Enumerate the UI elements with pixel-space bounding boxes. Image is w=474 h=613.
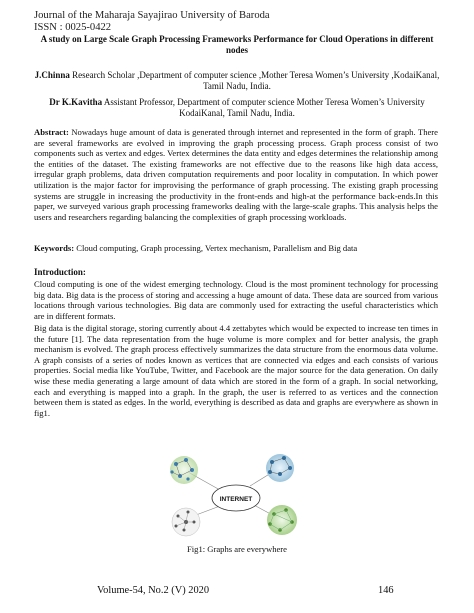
author-1 bbox=[34, 70, 440, 92]
keywords-label: Keywords: bbox=[34, 243, 75, 253]
internet-label: INTERNET bbox=[219, 496, 253, 503]
journal-name: Journal of the Maharaja Sayajirao University of Baroda bbox=[34, 10, 270, 21]
author-2-affiliation: Assistant Professor, Department of computer science Mother Teresa Women’s University KodaiKanal, Tamil Nadu, India. bbox=[102, 97, 425, 118]
keywords bbox=[34, 243, 438, 254]
introduction-heading: Introduction: bbox=[34, 267, 86, 277]
author-2 bbox=[34, 97, 440, 119]
page-number: 146 bbox=[378, 585, 394, 596]
issn: ISSN : 0025-0422 bbox=[34, 22, 112, 33]
intro-paragraph-1: Cloud computing is one of the widest emerging technology. Cloud is the most prominent technology for processing big data. Big data is the process of storing and accessing a huge amount of data. These data are sourced from various locations through various technologies. Big data are commonly used for extracting the useful characteristics which are in different formats. bbox=[34, 279, 438, 321]
figure-graphs-everywhere bbox=[158, 452, 318, 540]
author-1-name: J.Chinna bbox=[34, 70, 70, 80]
abstract-label: Abstract: bbox=[34, 127, 69, 137]
network-cluster-top-left bbox=[170, 456, 198, 484]
intro-paragraph-2: Big data is the digital storage, storing currently about 4.4 zettabytes which would be expected to increase ten times in the future [1]. The data representation from the huge volume is more complex and for better analysis, the graph mechanism is evolved. The graph process effectively summarizes the data structure from the enormous data volume. A graph consists of a series of nodes known as vertices that are connected via edges and each consists of various properties. Social media like YouTube, Twitter, and Facebook are the major source for the data generation. On daily wise these media generating a large amount of data which are stored in the form of a graph. In social networking, each and everything is mapped into a graph. In the graph, the user is referred to as vertices and the connection between them is stated as edges. In the world, everything is described as data and graphs are everywhere as shown in fig1. bbox=[34, 323, 438, 418]
abstract bbox=[34, 127, 438, 222]
keywords-text: Cloud computing, Graph processing, Vertex mechanism, Parallelism and Big data bbox=[74, 243, 358, 253]
author-2-name: Dr K.Kavitha bbox=[49, 97, 103, 107]
network-cluster-bottom-right bbox=[267, 505, 297, 535]
figure-caption: Fig1: Graphs are everywhere bbox=[187, 544, 287, 554]
volume-info: Volume-54, No.2 (V) 2020 bbox=[97, 585, 210, 596]
network-cluster-bottom-left bbox=[172, 508, 200, 536]
internet-node bbox=[212, 485, 260, 511]
graph-illustration bbox=[158, 452, 318, 540]
abstract-text: Nowadays huge amount of data is generated through internet and represented in the form of graph. There are several frameworks are evolved in improving the graph processing process. Graph process consist of two components such as vertex and edges. Vertex determines the data entity and edges determines the relationship among the entities of the dataset. The existing frameworks are not effective due to the reasons like high data access, irregular graph problems, data driven computation requirements and poor locality in computation. In which power utilization is the major factor for improvising the performance of graph processing. The existing graph processing systems are struggle in increasing the productivity in the front-ends and high-at the performance back-ends.In this paper, we surveyed various graph processing frameworks dealing with the large-scale graphs. This analysis helps the users and researchers regarding balancing the complexities of graph processing workloads. bbox=[34, 127, 438, 222]
network-cluster-top-right bbox=[266, 454, 294, 482]
journal-header bbox=[34, 10, 270, 34]
paper-title: A study on Large Scale Graph Processing Frameworks Performance for Cloud Operations in different nodes bbox=[40, 34, 434, 55]
author-1-affiliation: Research Scholar ,Department of computer science ,Mother Teresa Women’s University ,KodaiKanal, Tamil Nadu, India. bbox=[69, 70, 440, 91]
